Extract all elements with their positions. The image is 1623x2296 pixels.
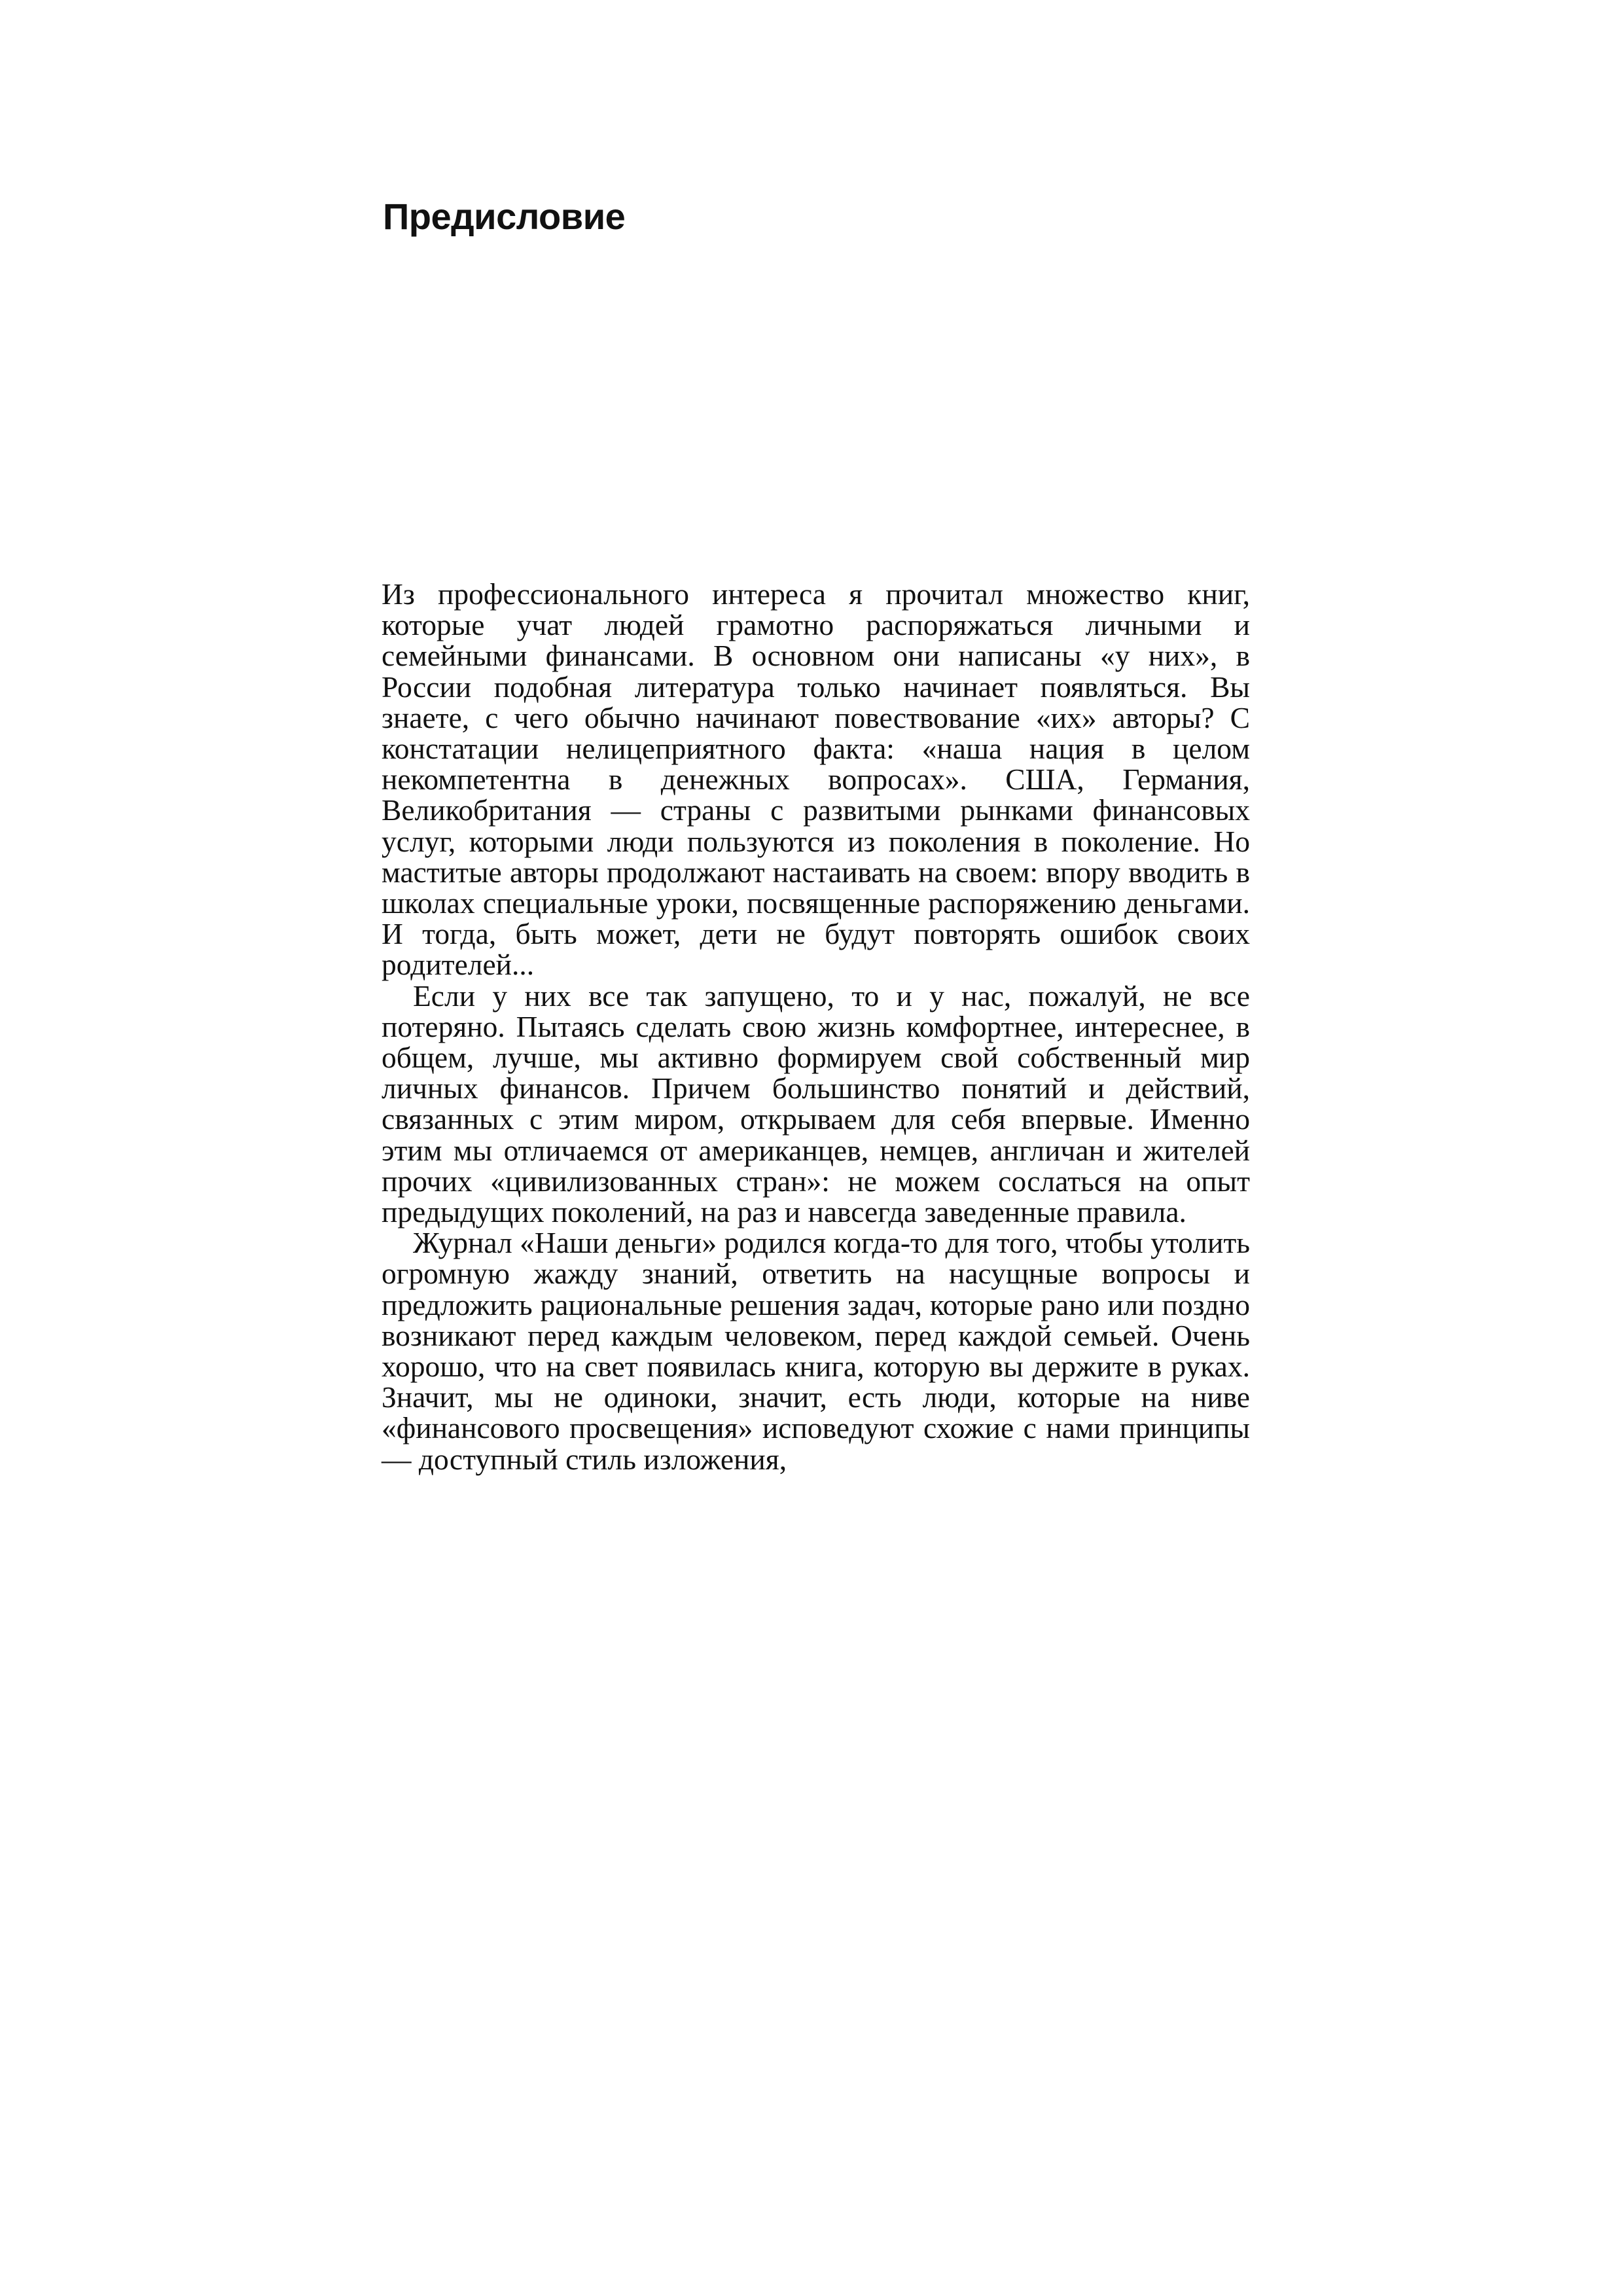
paragraph: Из профессионального интереса я прочитал множество книг, которые учат людей грамотно распоряжаться личными и семейными финансами. В основном они написаны «у них», в России подобная литература только начинает появляться. Вы знаете, с чего обычно начинают повествование «их» авторы? С констатации нелицеприятного факта: «наша нация в целом некомпетентна в денежных вопросах». США, Германия, Великобритания — страны с развитыми рынками финансовых услуг, которыми люди пользуются из поколения в поколение. Но маститые авторы продолжают настаивать на своем: впору вводить в школах специальные уроки, посвященные распоряжению деньгами. И тогда, быть может, дети не будут повторять ошибок своих родителей... [382,577,1250,982]
paragraph: Журнал «Наши деньги» родился когда-то для того, чтобы утолить огромную жажду знаний, ответить на насущные вопросы и предложить рациональные решения задач, которые рано или поздно возникают перед каждым человеком, перед каждой семьей. Очень хорошо, что на свет появилась книга, которую вы держите в руках. Значит, мы не одиноки, значит, есть люди, которые на ниве «финансового просвещения» исповедуют схожие с нами принципы — доступный стиль изложения, [382,1226,1250,1476]
body-text [382,579,1250,1475]
chapter-title: Предисловие [383,196,626,237]
paragraph: Если у них все так запущено, то и у нас, пожалуй, не все потеряно. Пытаясь сделать свою жизнь комфортнее, интереснее, в общем, лучше, мы активно формируем свой собственный мир личных финансов. Причем большинство понятий и действий, связанных с этим миром, открываем для себя впервые. Именно этим мы отличаемся от американцев, немцев, англичан и жителей прочих «цивилизованных стран»: не можем сослаться на опыт предыдущих поколений, на раз и навсегда заведенные правила. [382,978,1250,1229]
